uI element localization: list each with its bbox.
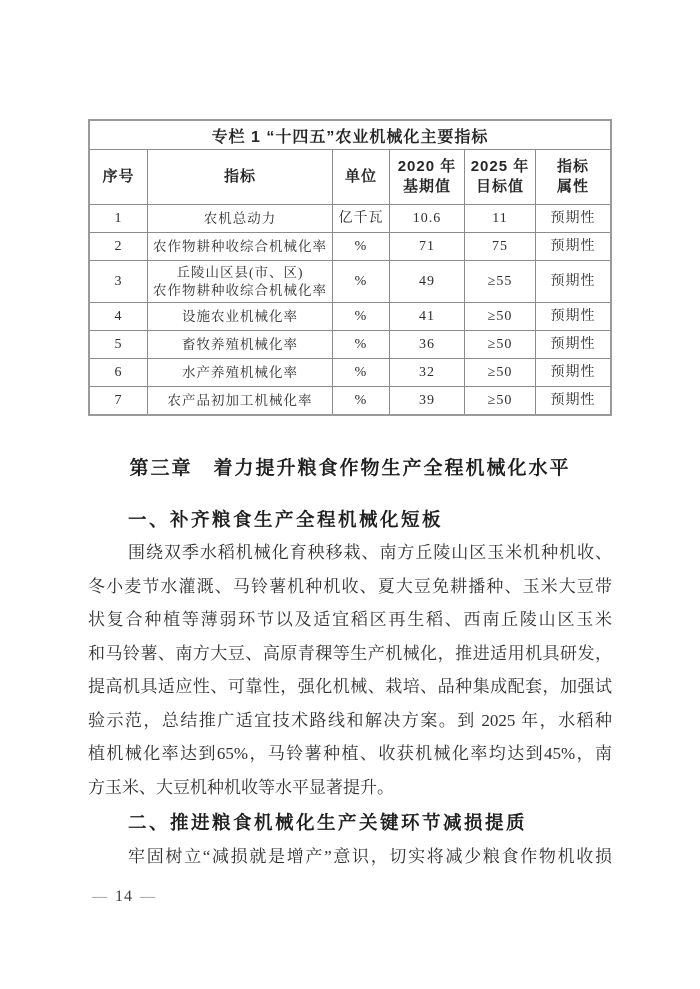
paragraph-line: 和马铃薯、南方大豆、高原青稞等生产机械化，推进适用机具研发， bbox=[88, 643, 612, 663]
paragraph-line: 提高机具适应性、可靠性，强化机械、栽培、品种集成配套，加强试 bbox=[88, 677, 612, 696]
table-title: 专栏 1 “十四五”农业机械化主要指标 bbox=[211, 128, 489, 146]
page-footer bbox=[92, 888, 156, 906]
header-indicator: 指标 bbox=[223, 168, 256, 185]
paragraph-line: 状复合种植等薄弱环节以及适宜稻区再生稻、西南丘陵山区玉米 bbox=[88, 610, 612, 629]
indicator-table bbox=[88, 119, 612, 416]
table-row: 6 水产养殖机械化率 % 32 ≥50 预期性 bbox=[90, 358, 610, 386]
paragraph-line: 牢固树立“减损就是增产”意识，切实将减少粮食作物机收损 bbox=[128, 847, 612, 866]
footer-dash-left: — bbox=[92, 888, 108, 905]
header-target-2025: 2025 年 目标值 bbox=[464, 150, 535, 204]
header-unit: 单位 bbox=[344, 168, 377, 185]
paragraph-line: 验示范，总结推广适宜技术路线和解决方案。到 2025 年，水稻种 bbox=[88, 710, 612, 730]
table-row: 2 农作物耕种收综合机械化率 % 71 75 预期性 bbox=[90, 232, 610, 260]
header-no: 序号 bbox=[102, 168, 135, 185]
paragraph-2 bbox=[88, 840, 612, 874]
paragraph-line: 方玉米、大豆机种机收等水平显著提升。 bbox=[88, 777, 394, 797]
table-row: 1 农机总动力 亿千瓦 10.6 11 预期性 bbox=[90, 204, 610, 232]
section-heading-1: 一、补齐粮食生产全程机械化短板 bbox=[128, 509, 444, 530]
page-number: 14 bbox=[115, 888, 133, 905]
page-content bbox=[88, 0, 612, 989]
header-base-2020: 2020 年 基期值 bbox=[389, 150, 464, 204]
table-row: 4 设施农业机械化率 % 41 ≥50 预期性 bbox=[90, 302, 610, 330]
paragraph-line: 围绕双季水稻机械化育秧移栽、南方丘陵山区玉米机种机收、 bbox=[128, 543, 612, 562]
table-row: 7 农产品初加工机械化率 % 39 ≥50 预期性 bbox=[90, 386, 610, 414]
paragraph-line: 冬小麦节水灌溉、马铃薯机种机收、夏大豆免耕播种、玉米大豆带 bbox=[88, 576, 612, 596]
section-heading-2: 二、推进粮食机械化生产关键环节减损提质 bbox=[128, 812, 528, 833]
footer-dash-right: — bbox=[140, 888, 156, 905]
chapter-heading: 第三章 着力提升粮食作物生产全程机械化水平 bbox=[129, 458, 571, 479]
table-row: 5 畜牧养殖机械化率 % 36 ≥50 预期性 bbox=[90, 330, 610, 358]
table-header-row bbox=[90, 149, 610, 204]
header-attr: 指标 属性 bbox=[535, 150, 610, 204]
paragraph-1 bbox=[88, 536, 612, 804]
paragraph-line: 植机械化率达到65%，马铃薯种植、收获机械化率均达到45%，南 bbox=[88, 744, 612, 763]
table-row: 3 丘陵山区县(市、区) 农作物耕种收综合机械化率 % 49 ≥55 预期性 bbox=[90, 260, 610, 302]
